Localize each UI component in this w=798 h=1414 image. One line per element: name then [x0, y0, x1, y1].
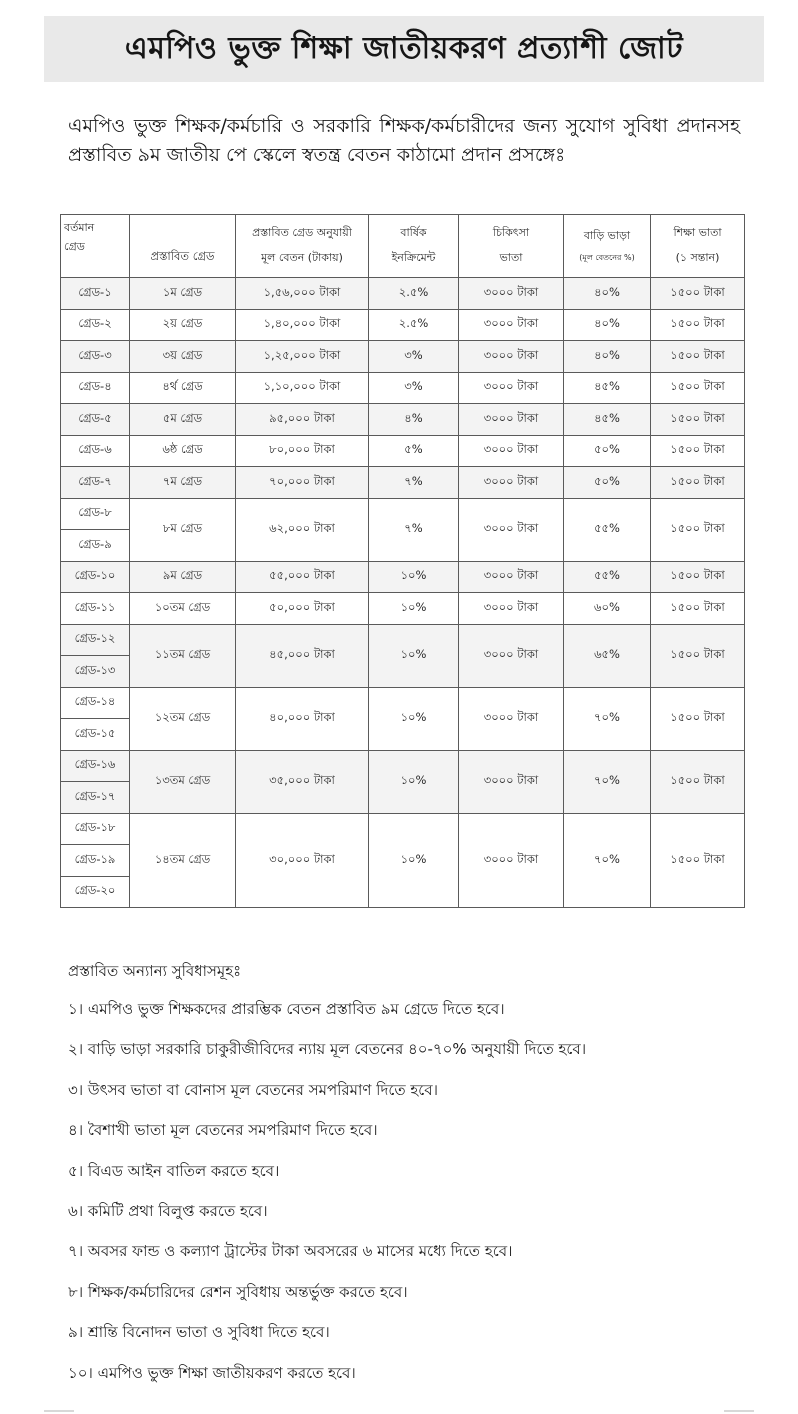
current-grade-cell: গ্রেড-৫ — [61, 404, 130, 436]
medical-cell: ৩০০০ টাকা — [459, 498, 564, 561]
table-row — [61, 750, 745, 782]
current-grade-cell: গ্রেড-১১ — [61, 593, 130, 625]
header-basic-pay: প্রস্তাবিত গ্রেড অনুযায়ী মূল বেতন (টাকায়) — [236, 215, 369, 278]
current-grade-cell: গ্রেড-১৭ — [61, 782, 130, 814]
proposed-grade-cell: ৫ম গ্রেড — [130, 404, 236, 436]
education-cell: ১৫০০ টাকা — [651, 278, 745, 310]
proposed-grade-cell: ৮ম গ্রেড — [130, 498, 236, 561]
house-rent-cell: ৬৫% — [564, 624, 651, 687]
benefit-item: ৭। অবসর ফান্ড ও কল্যাণ ট্রাস্টের টাকা অবসরের ৬ মাসের মধ্যে দিতে হবে। — [68, 1242, 513, 1261]
benefit-item: ৫। বিএড আইন বাতিল করতে হবে। — [68, 1161, 280, 1180]
increment-cell: ৩% — [369, 341, 459, 373]
proposed-grade-cell: ৪র্থ গ্রেড — [130, 372, 236, 404]
current-grade-cell: গ্রেড-১ — [61, 278, 130, 310]
footer-rule-left — [44, 1410, 74, 1412]
medical-cell: ৩০০০ টাকা — [459, 341, 564, 373]
increment-cell: ১০% — [369, 593, 459, 625]
table-row — [61, 624, 745, 656]
basic-pay-cell: ৫৫,০০০ টাকা — [236, 561, 369, 593]
education-cell: ১৫০০ টাকা — [651, 435, 745, 467]
education-cell: ১৫০০ টাকা — [651, 372, 745, 404]
basic-pay-cell: ১,২৫,০০০ টাকা — [236, 341, 369, 373]
current-grade-cell: গ্রেড-১৫ — [61, 719, 130, 751]
current-grade-cell: গ্রেড-১৩ — [61, 656, 130, 688]
house-rent-cell: ৭০% — [564, 813, 651, 908]
house-rent-cell: ৪০% — [564, 309, 651, 341]
proposed-grade-cell: ১ম গ্রেড — [130, 278, 236, 310]
header-increment: বার্ষিক ইনক্রিমেন্ট — [369, 215, 459, 278]
table-row — [61, 813, 745, 845]
education-cell: ১৫০০ টাকা — [651, 341, 745, 373]
house-rent-cell: ৫০% — [564, 467, 651, 499]
education-cell: ১৫০০ টাকা — [651, 404, 745, 436]
education-cell: ১৫০০ টাকা — [651, 467, 745, 499]
table-row — [61, 309, 745, 341]
table-row — [61, 561, 745, 593]
table-row — [61, 467, 745, 499]
education-cell: ১৫০০ টাকা — [651, 813, 745, 908]
benefit-item: ৩। উৎসব ভাতা বা বোনাস মূল বেতনের সমপরিমাণ দিতে হবে। — [68, 1080, 439, 1099]
proposed-grade-cell: ১২তম গ্রেড — [130, 687, 236, 750]
medical-cell: ৩০০০ টাকা — [459, 750, 564, 813]
increment-cell: ১০% — [369, 561, 459, 593]
education-cell: ১৫০০ টাকা — [651, 561, 745, 593]
house-rent-cell: ৫৫% — [564, 498, 651, 561]
table-row — [61, 498, 745, 530]
current-grade-cell: গ্রেড-১২ — [61, 624, 130, 656]
current-grade-cell: গ্রেড-১৬ — [61, 750, 130, 782]
education-cell: ১৫০০ টাকা — [651, 498, 745, 561]
medical-cell: ৩০০০ টাকা — [459, 372, 564, 404]
basic-pay-cell: ৩৫,০০০ টাকা — [236, 750, 369, 813]
increment-cell: ১০% — [369, 687, 459, 750]
benefit-item: ৯। শ্রান্তি বিনোদন ভাতা ও সুবিধা দিতে হবে। — [68, 1323, 330, 1342]
house-rent-cell: ৭০% — [564, 687, 651, 750]
proposed-grade-cell: ১১তম গ্রেড — [130, 624, 236, 687]
header-current-grade: বর্তমান গ্রেড — [61, 215, 130, 278]
current-grade-cell: গ্রেড-৬ — [61, 435, 130, 467]
house-rent-cell: ৪০% — [564, 341, 651, 373]
current-grade-cell: গ্রেড-১০ — [61, 561, 130, 593]
increment-cell: ৫% — [369, 435, 459, 467]
header-proposed-grade: প্রস্তাবিত গ্রেড — [130, 215, 236, 278]
medical-cell: ৩০০০ টাকা — [459, 435, 564, 467]
basic-pay-cell: ১,৪০,০০০ টাকা — [236, 309, 369, 341]
education-cell: ১৫০০ টাকা — [651, 309, 745, 341]
basic-pay-cell: ১,৫৬,০০০ টাকা — [236, 278, 369, 310]
basic-pay-cell: ৪৫,০০০ টাকা — [236, 624, 369, 687]
proposed-grade-cell: ১০তম গ্রেড — [130, 593, 236, 625]
proposed-grade-cell: ৩য় গ্রেড — [130, 341, 236, 373]
current-grade-cell: গ্রেড-২০ — [61, 876, 130, 908]
header-medical: চিকিৎসা ভাতা — [459, 215, 564, 278]
increment-cell: ১০% — [369, 813, 459, 908]
medical-cell: ৩০০০ টাকা — [459, 404, 564, 436]
benefit-item: ৮। শিক্ষক/কর্মচারিদের রেশন সুবিধায় অন্তর্ভুক্ত করতে হবে। — [68, 1282, 408, 1301]
current-grade-cell: গ্রেড-৯ — [61, 530, 130, 562]
medical-cell: ৩০০০ টাকা — [459, 309, 564, 341]
increment-cell: ৩% — [369, 372, 459, 404]
house-rent-cell: ৭০% — [564, 750, 651, 813]
benefits-list — [68, 998, 748, 1402]
footer-rule-right — [724, 1410, 754, 1412]
benefits-heading: প্রস্তাবিত অন্যান্য সুবিধাসমূহঃ — [68, 962, 242, 980]
basic-pay-cell: ৮০,০০০ টাকা — [236, 435, 369, 467]
medical-cell: ৩০০০ টাকা — [459, 278, 564, 310]
benefit-item: ২। বাড়ি ভাড়া সরকারি চাকুরীজীবিদের ন্যায় মূল বেতনের ৪০-৭০% অনুযায়ী দিতে হবে। — [68, 1040, 587, 1059]
table-row — [61, 435, 745, 467]
proposed-grade-cell: ১৩তম গ্রেড — [130, 750, 236, 813]
proposed-grade-cell: ৭ম গ্রেড — [130, 467, 236, 499]
basic-pay-cell: ৫০,০০০ টাকা — [236, 593, 369, 625]
increment-cell: ৭% — [369, 498, 459, 561]
house-rent-cell: ৪০% — [564, 278, 651, 310]
increment-cell: ২.৫% — [369, 278, 459, 310]
increment-cell: ৭% — [369, 467, 459, 499]
table-body — [61, 278, 745, 908]
table-row — [61, 404, 745, 436]
table-row — [61, 687, 745, 719]
medical-cell: ৩০০০ টাকা — [459, 687, 564, 750]
benefit-item: ১০। এমপিও ভুক্ত শিক্ষা জাতীয়করণ করতে হবে। — [68, 1363, 356, 1382]
basic-pay-cell: ৩০,০০০ টাকা — [236, 813, 369, 908]
basic-pay-cell: ১,১০,০০০ টাকা — [236, 372, 369, 404]
benefit-item: ৬। কমিটি প্রথা বিলুপ্ত করতে হবে। — [68, 1201, 268, 1220]
medical-cell: ৩০০০ টাকা — [459, 467, 564, 499]
table-header-row — [61, 215, 745, 278]
increment-cell: ৪% — [369, 404, 459, 436]
current-grade-cell: গ্রেড-২ — [61, 309, 130, 341]
basic-pay-cell: ৭০,০০০ টাকা — [236, 467, 369, 499]
education-cell: ১৫০০ টাকা — [651, 593, 745, 625]
house-rent-cell: ৪৫% — [564, 372, 651, 404]
increment-cell: ১০% — [369, 750, 459, 813]
proposed-grade-cell: ৬ষ্ঠ গ্রেড — [130, 435, 236, 467]
medical-cell: ৩০০০ টাকা — [459, 624, 564, 687]
house-rent-cell: ৪৫% — [564, 404, 651, 436]
current-grade-cell: গ্রেড-৮ — [61, 498, 130, 530]
basic-pay-cell: ৯৫,০০০ টাকা — [236, 404, 369, 436]
basic-pay-cell: ৪০,০০০ টাকা — [236, 687, 369, 750]
education-cell: ১৫০০ টাকা — [651, 687, 745, 750]
table-row — [61, 341, 745, 373]
increment-cell: ২.৫% — [369, 309, 459, 341]
subject-paragraph: এমপিও ভুক্ত শিক্ষক/কর্মচারি ও সরকারি শিক্ষক/কর্মচারীদের জন্য সুযোগ সুবিধা প্রদানসহ প্রস্তাবিত ৯ম জাতীয় পে স্কেলে স্বতন্ত্র বেতন কাঠামো প্রদান প্রসঙ্গেঃ — [68, 115, 740, 166]
proposed-grade-cell: ২য় গ্রেড — [130, 309, 236, 341]
header-education: শিক্ষা ভাতা (১ সন্তান) — [651, 215, 745, 278]
house-rent-cell: ৬০% — [564, 593, 651, 625]
table-row — [61, 372, 745, 404]
page-title: এমপিও ভুক্ত শিক্ষা জাতীয়করণ প্রত্যাশী জোট — [124, 30, 684, 66]
table-row — [61, 278, 745, 310]
pay-scale-table — [60, 214, 745, 908]
medical-cell: ৩০০০ টাকা — [459, 593, 564, 625]
benefit-item: ৪। বৈশাখী ভাতা মূল বেতনের সমপরিমাণ দিতে হবে। — [68, 1121, 378, 1140]
proposed-grade-cell: ১৪তম গ্রেড — [130, 813, 236, 908]
current-grade-cell: গ্রেড-১৯ — [61, 845, 130, 877]
current-grade-cell: গ্রেড-১৮ — [61, 813, 130, 845]
benefit-item: ১। এমপিও ভুক্ত শিক্ষকদের প্রারম্ভিক বেতন প্রস্তাবিত ৯ম গ্রেডে দিতে হবে। — [68, 1000, 505, 1018]
house-rent-cell: ৫৫% — [564, 561, 651, 593]
header-house-rent: বাড়ি ভাড়া (মূল বেতনের %) — [564, 215, 651, 278]
current-grade-cell: গ্রেড-৩ — [61, 341, 130, 373]
education-cell: ১৫০০ টাকা — [651, 750, 745, 813]
current-grade-cell: গ্রেড-৭ — [61, 467, 130, 499]
medical-cell: ৩০০০ টাকা — [459, 813, 564, 908]
increment-cell: ১০% — [369, 624, 459, 687]
house-rent-cell: ৫০% — [564, 435, 651, 467]
basic-pay-cell: ৬২,০০০ টাকা — [236, 498, 369, 561]
medical-cell: ৩০০০ টাকা — [459, 561, 564, 593]
current-grade-cell: গ্রেড-১৪ — [61, 687, 130, 719]
current-grade-cell: গ্রেড-৪ — [61, 372, 130, 404]
title-band — [44, 16, 764, 82]
proposed-grade-cell: ৯ম গ্রেড — [130, 561, 236, 593]
table-row — [61, 593, 745, 625]
education-cell: ১৫০০ টাকা — [651, 624, 745, 687]
